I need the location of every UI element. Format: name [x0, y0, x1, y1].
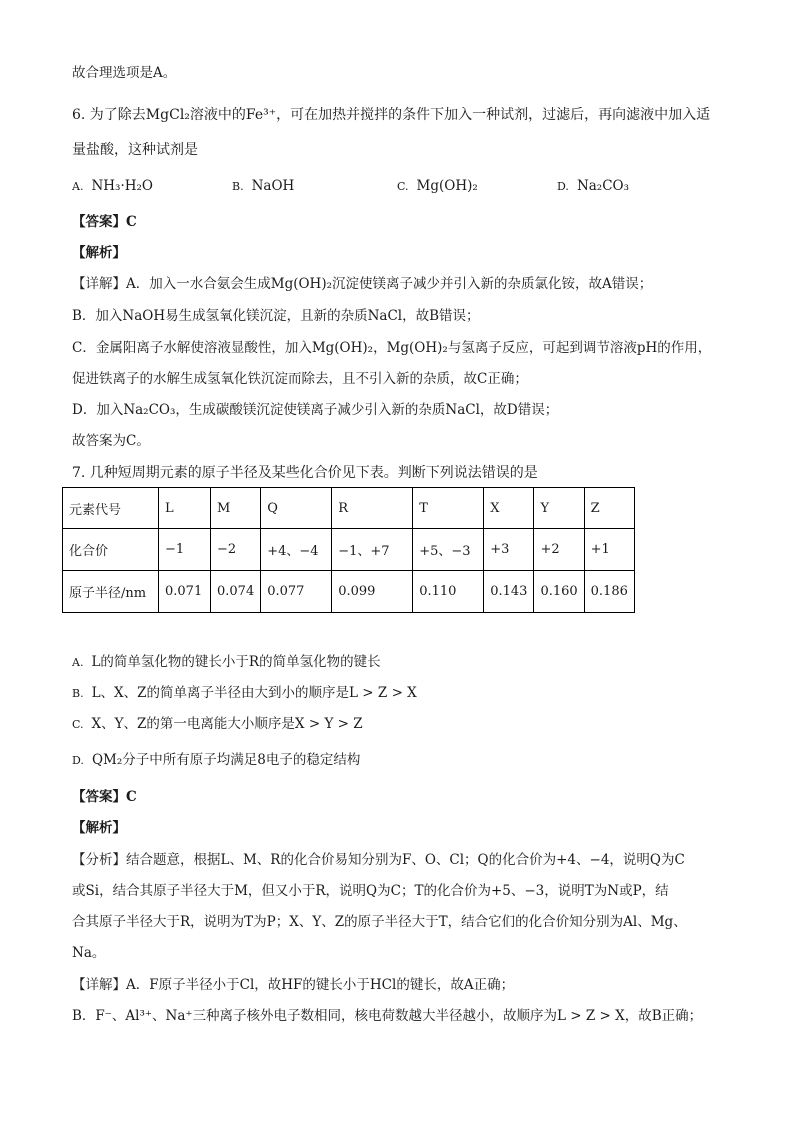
table-cell: 0.143 [484, 571, 534, 613]
option-letter: A. [72, 656, 84, 669]
q7-option-a [72, 652, 381, 673]
option-text: Mg(OH)₂ [416, 178, 478, 194]
option-letter: D. [72, 754, 84, 767]
option-text: NH₃·H₂O [91, 178, 153, 194]
analysis-7-line-3: 合其原子半径大于R，说明为T为P；X、Y、Z的原子半径大于T，结合它们的化合价知分别为Al、Mg、 [72, 914, 687, 930]
q7-option-d [72, 750, 360, 771]
option-text: L、X、Z的简单离子半径由大到小的顺序是L > Z > X [91, 685, 417, 701]
q6-option-a [72, 176, 153, 197]
table-cell: Z [584, 488, 634, 529]
analysis-7-heading: 【解析】 [72, 820, 126, 836]
option-text: L的简单氢化物的键长小于R的简单氢化物的键长 [91, 654, 381, 670]
table-cell: 0.099 [332, 571, 413, 613]
table-cell: 原子半径/nm [63, 571, 159, 613]
detail-7-line-2: B．F⁻、Al³⁺、Na⁺三种离子核外电子数相同，核电荷数越大半径越小，故顺序为L > Z > X，故B正确； [72, 1008, 703, 1024]
question-6-text-cont: 量盐酸，这种试剂是 [72, 142, 198, 158]
analysis-7-line-4: Na。 [72, 945, 106, 961]
table-cell: +3 [484, 529, 534, 571]
q6-option-c [397, 176, 478, 197]
table-cell: −1 [159, 529, 211, 571]
q7-option-b [72, 683, 417, 704]
table-row [63, 529, 635, 571]
detail-6-line-3: C．金属阳离子水解使溶液显酸性，加入Mg(OH)₂，Mg(OH)₂与氢离子反应，可起到调节溶液pH的作用， [72, 340, 712, 356]
table-cell: +5、−3 [413, 529, 484, 571]
element-data-table [62, 487, 635, 613]
option-text: QM₂分子中所有原子均满足8电子的稳定结构 [91, 752, 361, 768]
table-cell: +4、−4 [261, 529, 332, 571]
detail-6-line-2: B．加入NaOH易生成氢氧化镁沉淀，且新的杂质NaCl，故B错误； [72, 308, 480, 324]
option-letter: D. [557, 180, 569, 193]
table-row [63, 488, 635, 529]
table-cell: 0.071 [159, 571, 211, 613]
table-cell: Q [261, 488, 332, 529]
detail-6-line-1: 【详解】A．加入一水合氨会生成Mg(OH)₂沉淀使镁离子减少并引入新的杂质氯化铵，故A错误； [72, 276, 653, 292]
table-row [63, 571, 635, 613]
table-cell: L [159, 488, 211, 529]
table-cell: R [332, 488, 413, 529]
table-cell: +2 [534, 529, 584, 571]
option-text: X、Y、Z的第一电离能大小顺序是X > Y > Z [91, 716, 363, 732]
question-6-text: 6. 为了除去MgCl₂溶液中的Fe³⁺，可在加热并搅拌的条件下加入一种试剂，过滤后，再向滤液中加入适 [72, 107, 711, 123]
table-cell: −1、+7 [332, 529, 413, 571]
option-text: NaOH [251, 178, 295, 194]
analysis-7-line-1: 【分析】结合题意，根据L、M、R的化合价易知分别为F、O、Cl；Q的化合价为+4、−4，说明Q为C [72, 852, 685, 868]
analysis-7-line-2: 或Si，结合其原子半径大于M，但又小于R，说明Q为C；T的化合价为+5、−3，说明T为N或P，结 [72, 883, 669, 899]
table-cell: M [211, 488, 261, 529]
table-cell: 0.186 [584, 571, 634, 613]
conclusion-line: 故合理选项是A。 [72, 65, 177, 81]
question-7-text: 7. 几种短周期元素的原子半径及某些化合价见下表。判断下列说法错误的是 [72, 465, 538, 481]
table-cell: 0.074 [211, 571, 261, 613]
q7-option-c [72, 714, 363, 735]
option-letter: A. [72, 180, 84, 193]
option-letter: B. [232, 180, 244, 193]
detail-7-line-1: 【详解】A．F原子半径小于Cl，故HF的键长小于HCl的键长，故A正确； [72, 977, 515, 993]
detail-6-line-4: 促进铁离子的水解生成氢氧化铁沉淀而除去，且不引入新的杂质，故C正确； [72, 371, 528, 387]
option-letter: B. [72, 687, 84, 700]
q6-option-d [557, 176, 629, 197]
table-cell: −2 [211, 529, 261, 571]
analysis-6-heading: 【解析】 [72, 245, 126, 261]
table-cell: 0.110 [413, 571, 484, 613]
answer-6: 【答案】C [72, 214, 137, 230]
option-letter: C. [397, 180, 409, 193]
table-cell: 化合价 [63, 529, 159, 571]
detail-6-line-5: D．加入Na₂CO₃，生成碳酸镁沉淀使镁离子减少引入新的杂质NaCl，故D错误； [72, 402, 559, 418]
table-cell: 0.077 [261, 571, 332, 613]
table-cell: +1 [584, 529, 634, 571]
q6-option-b [232, 176, 294, 197]
table-cell: X [484, 488, 534, 529]
table-cell: 0.160 [534, 571, 584, 613]
option-text: Na₂CO₃ [576, 178, 630, 194]
answer-7: 【答案】C [72, 789, 137, 805]
detail-6-line-6: 故答案为C。 [72, 433, 150, 449]
table-cell: 元素代号 [63, 488, 159, 529]
table-cell: T [413, 488, 484, 529]
table-cell: Y [534, 488, 584, 529]
option-letter: C. [72, 718, 84, 731]
